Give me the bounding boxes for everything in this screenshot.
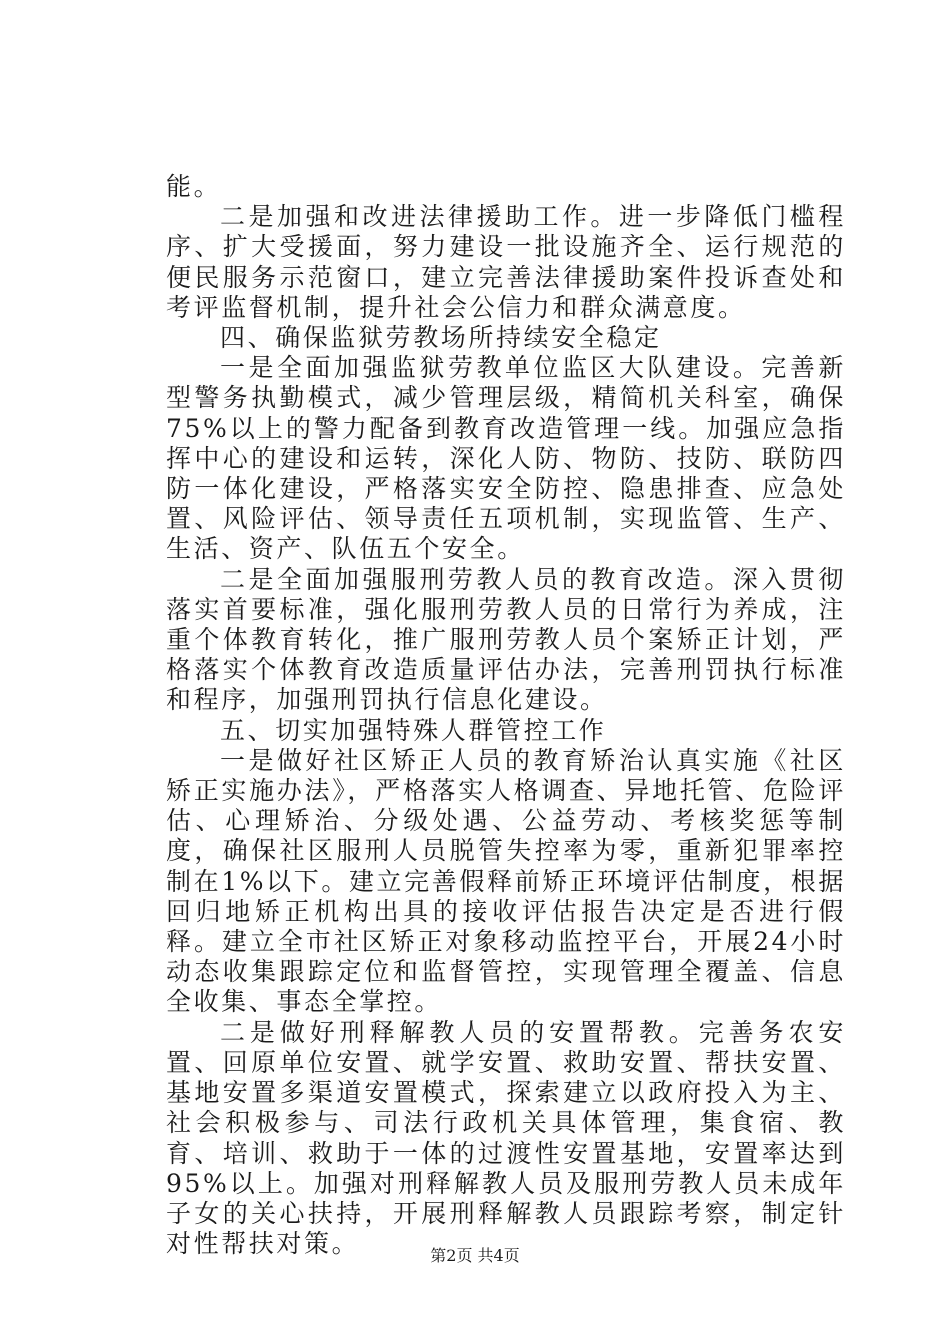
paragraph-released-resettlement: 二是做好刑释解教人员的安置帮教。完善务农安置、回原单位安置、就学安置、救助安置、帮扶安置、基地安置多渠道安置模式，探索建立以政府投入为主、社会积极参与、司法行政机关具体管理，集食宿、教育、培训、救助于一体的过渡性安置基地，安置率达到95%以上。加强对刑释解教人员及服刑劳教人员未成年子女的关心扶持，开展刑释解教人员跟踪考察，制定针对性帮扶对策。 xyxy=(166,1017,846,1259)
document-body xyxy=(166,172,846,1259)
paragraph-inmate-education: 二是全面加强服刑劳教人员的教育改造。深入贯彻落实首要标准，强化服刑劳教人员的日常行为养成，注重个体教育转化，推广服刑劳教人员个案矫正计划，严格落实个体教育改造质量评估办法，完善刑罚执行标准和程序，加强刑罚执行信息化建设。 xyxy=(166,564,846,715)
paragraph-legal-aid: 二是加强和改进法律援助工作。进一步降低门槛程序、扩大受援面，努力建设一批设施齐全、运行规范的便民服务示范窗口，建立完善法律援助案件投诉查处和考评监督机制，提升社会公信力和群众满意度。 xyxy=(166,202,846,322)
paragraph-continuation: 能。 xyxy=(166,172,222,201)
paragraph-prison-unit-construction: 一是全面加强监狱劳教单位监区大队建设。完善新型警务执勤模式，减少管理层级，精简机关科室，确保75%以上的警力配备到教育改造管理一线。加强应急指挥中心的建设和运转，深化人防、物防、技防、联防四防一体化建设，严格落实安全防控、隐患排查、应急处置、风险评估、领导责任五项机制，实现监管、生产、生活、资产、队伍五个安全。 xyxy=(166,353,846,564)
paragraph-community-correction: 一是做好社区矫正人员的教育矫治认真实施《社区矫正实施办法》，严格落实人格调查、异地托管、危险评估、心理矫治、分级处遇、公益劳动、考核奖惩等制度，确保社区服刑人员脱管失控率为零，重新犯罪率控制在1%以下。建立完善假释前矫正环境评估制度，根据回归地矫正机构出具的接收评估报告决定是否进行假释。建立全市社区矫正对象移动监控平台，开展24小时动态收集跟踪定位和监督管控，实现管理全覆盖、信息全收集、事态全掌控。 xyxy=(166,745,846,1017)
page-number-footer: 第2页 共4页 xyxy=(430,1246,520,1265)
section-heading-prison-safety: 四、确保监狱劳教场所持续安全稳定 xyxy=(220,323,662,353)
section-heading-special-groups: 五、切实加强特殊人群管控工作 xyxy=(220,715,607,745)
